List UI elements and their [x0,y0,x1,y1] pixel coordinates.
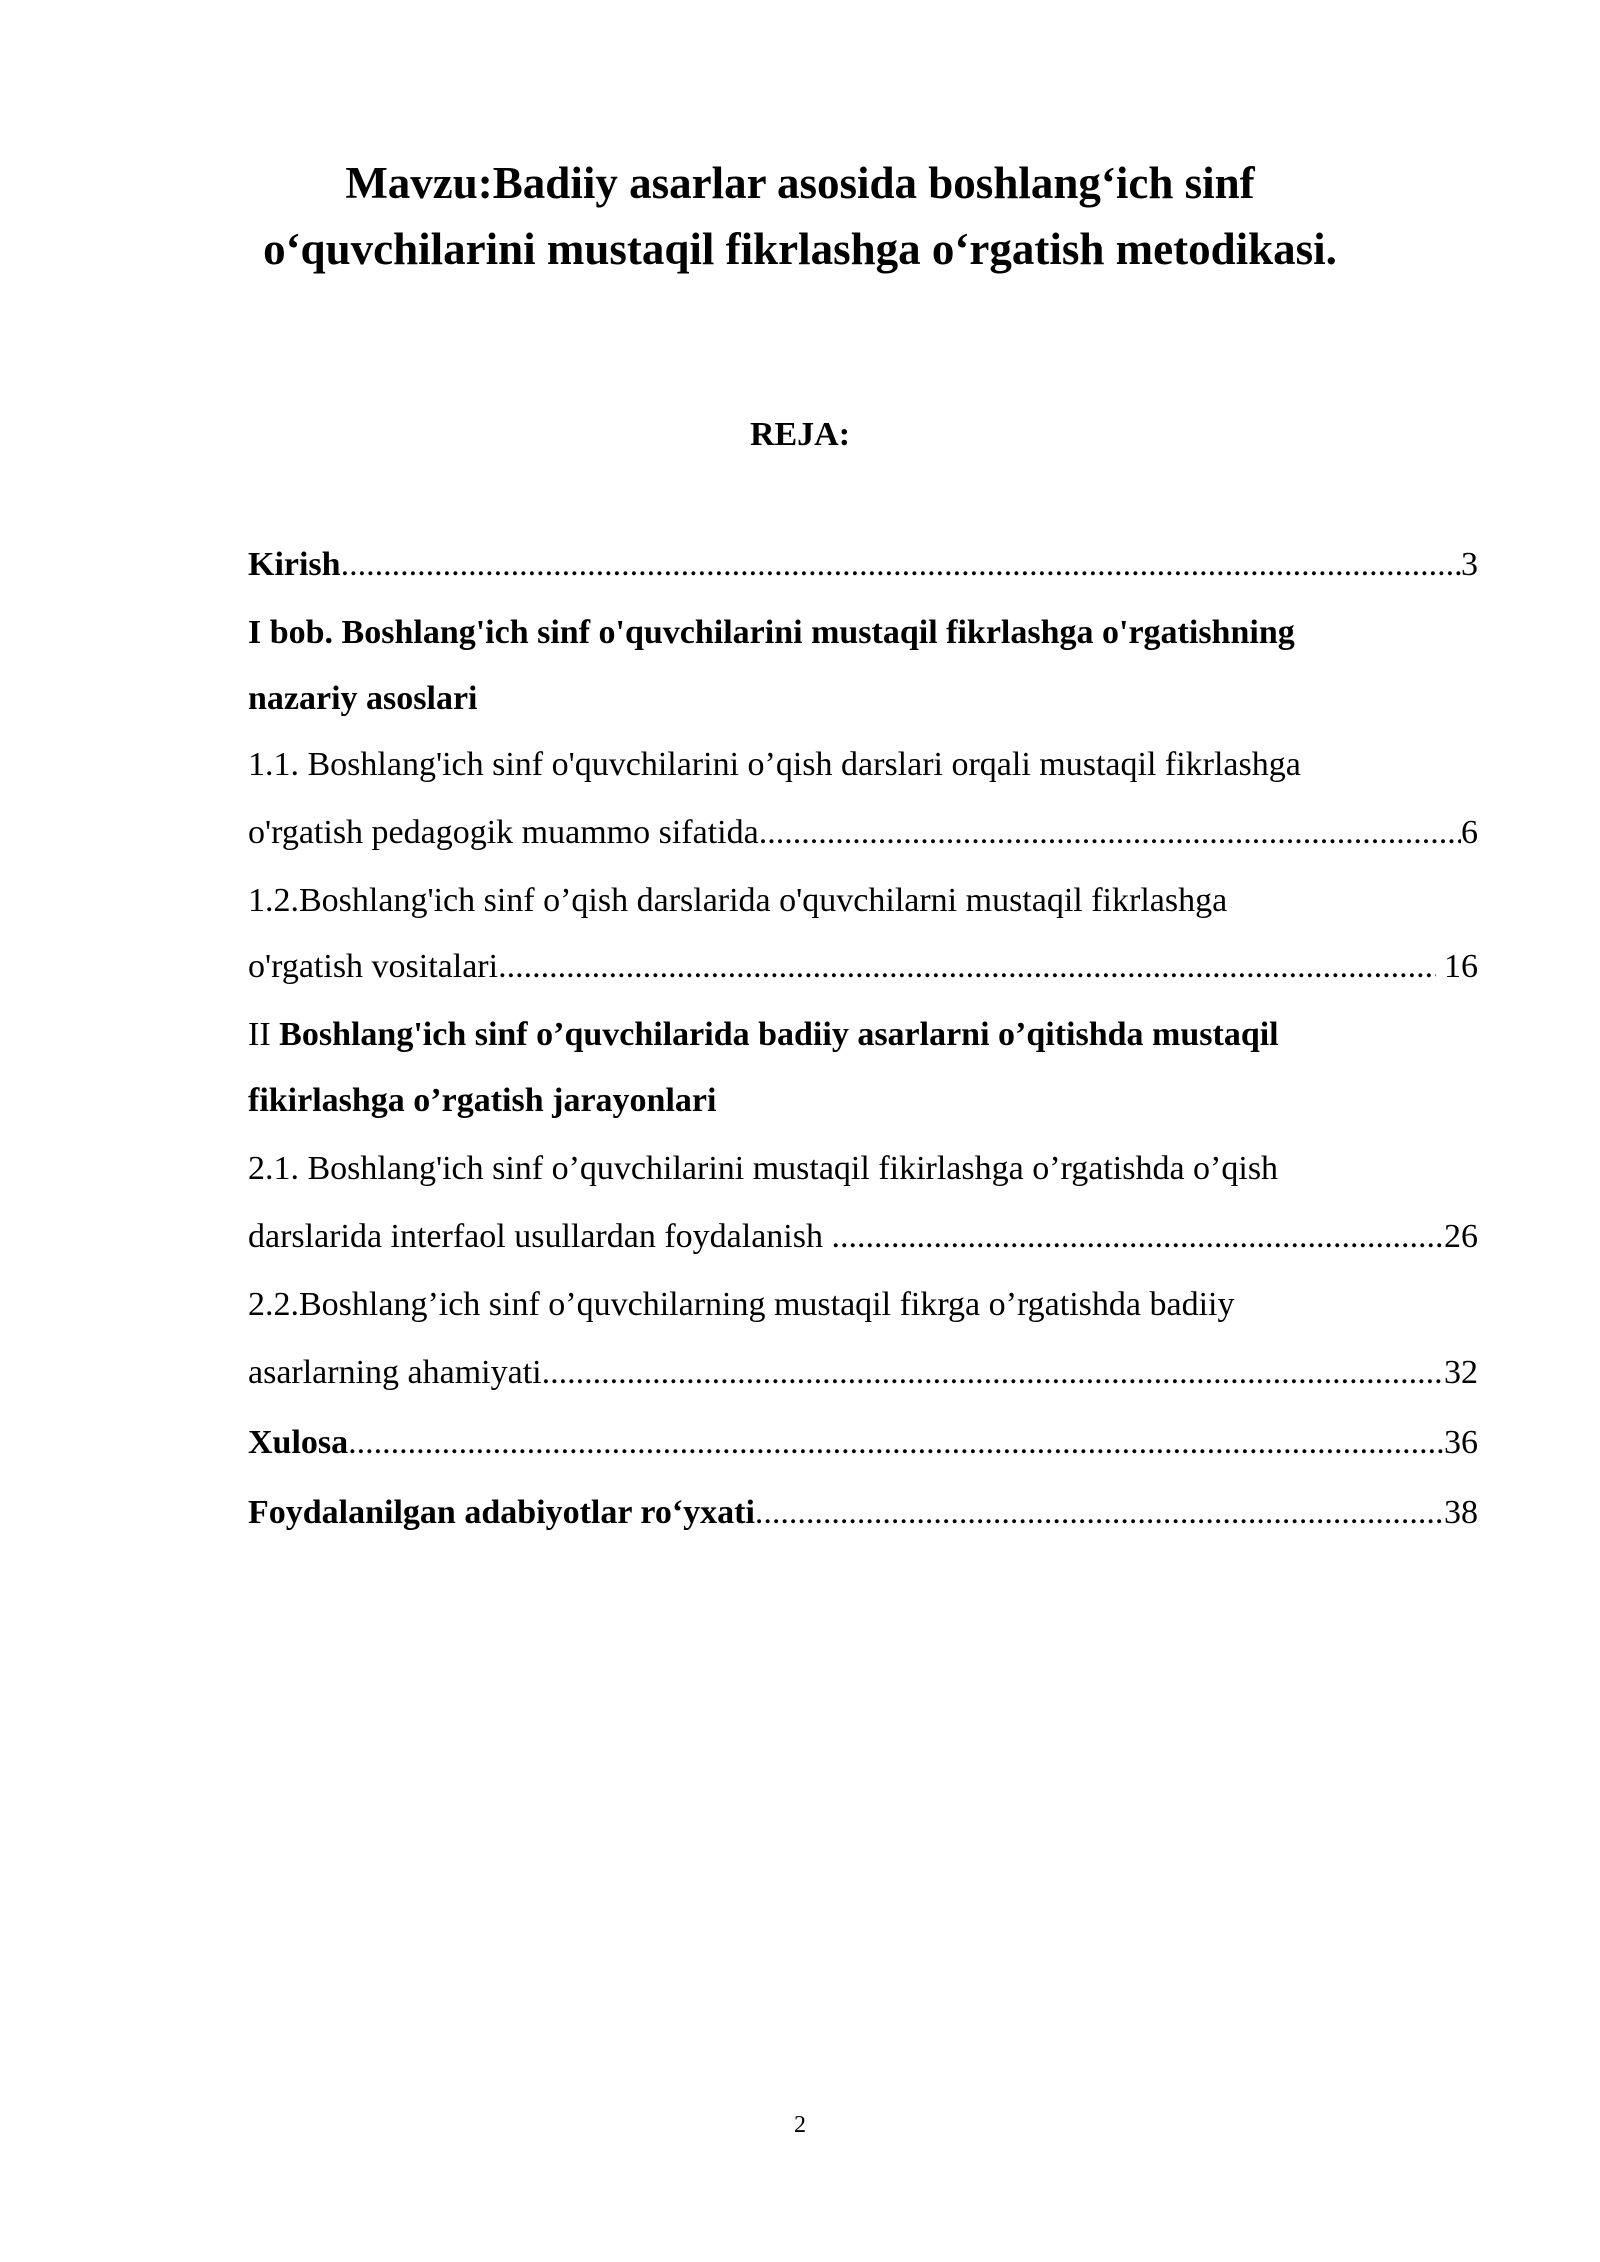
dot-leader [542,1348,1444,1398]
toc-page-number: 16 [1435,948,1478,985]
toc-chapter-1-line-2: nazariy asoslari [248,680,478,717]
toc-page-number: 32 [1444,1354,1478,1391]
dot-leader [759,808,1461,858]
title-line-1: Mavzu:Badiiy asarlar asosida boshlang‘ich sinf [345,158,1255,208]
dot-leader [341,540,1461,590]
toc-section-2-2-line-1: 2.2.Boshlang’ich sinf o’quvchilarning mustaqil fikrga o’rgatishda badiiy [248,1286,1235,1323]
toc-section-2-1-line-1: 2.1. Boshlang'ich sinf o’quvchilarini mustaqil fikirlashga o’rgatishda o’qish [248,1150,1279,1187]
toc-section-1-1-line-1: 1.1. Boshlang'ich sinf o'quvchilarini o’qish darslari orqali mustaqil fikrlashga [248,746,1301,783]
toc-label: Xulosa [248,1424,349,1461]
toc-chapter-2-line-2: fikirlashga o’rgatish jarayonlari [248,1082,717,1119]
document-title [160,150,1440,282]
plan-heading: REJA: [749,416,851,453]
toc-page-number: 26 [1444,1218,1478,1255]
toc-label: asarlarning ahamiyati [248,1354,542,1391]
toc-label: Foydalanilgan adabiyotlar ro‘yxati [248,1494,755,1531]
toc-entry-xulosa [248,1418,1478,1468]
dot-leader [348,1418,1444,1468]
chapter-prefix: II [248,1016,280,1053]
toc-page-number: 36 [1444,1424,1478,1461]
toc-label: darslarida interfaol usullardan foydalanish [248,1218,832,1255]
toc-label: o'rgatish pedagogik muammo sifatida [248,814,759,851]
toc-section-1-2-line-1: 1.2.Boshlang'ich sinf o’qish darslarida o'quvchilarni mustaqil fikrlashga [248,882,1228,919]
toc-page-number: 3 [1461,546,1478,583]
toc-section-2-1-line-2 [248,1212,1478,1262]
toc-entry-kirish [248,540,1478,590]
toc-label: Kirish [248,546,341,583]
toc-chapter-2-line-1 [248,1010,1478,1060]
toc-page-number: 6 [1461,814,1478,851]
toc-chapter-1-line-1: I bob. Boshlang'ich sinf o'quvchilarini mustaqil fikrlashga o'rgatishning [248,614,1295,651]
title-line-2: o‘quvchilarini mustaqil fikrlashga o‘rgatish metodikasi. [263,224,1337,274]
toc-section-1-1-line-2 [248,808,1478,858]
toc-section-1-2-line-2 [248,942,1478,992]
toc-entry-adabiyotlar [248,1488,1478,1538]
toc-page-number: 38 [1444,1494,1478,1531]
page-number: 2 [794,2112,806,2138]
dot-leader [755,1488,1444,1538]
dot-leader [498,942,1435,992]
toc-label: o'rgatish vositalari [248,948,499,985]
toc-section-2-2-line-2 [248,1348,1478,1398]
chapter-title: Boshlang'ich sinf o’quvchilarida badiiy asarlarni o’qitishda mustaqil [279,1016,1279,1053]
dot-leader [831,1212,1444,1262]
